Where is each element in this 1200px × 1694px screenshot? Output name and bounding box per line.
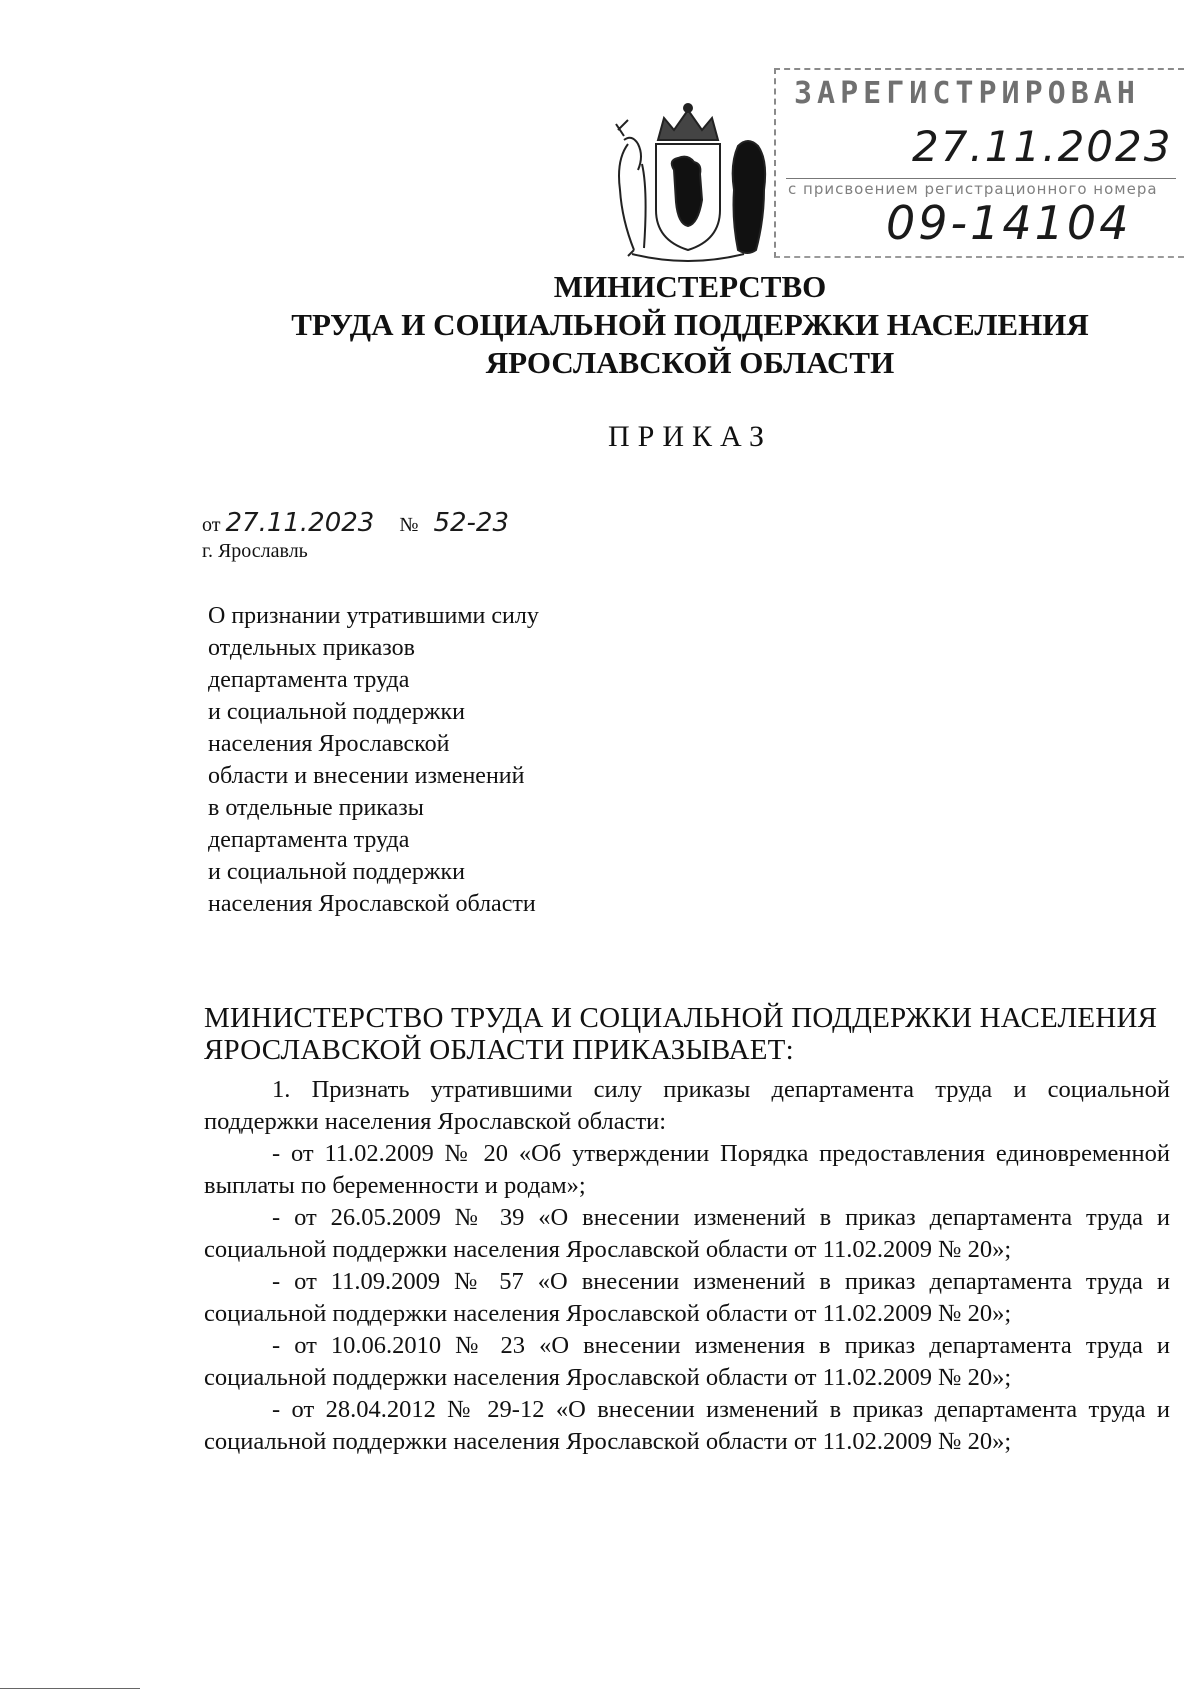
- stamp-divider: [786, 178, 1176, 179]
- issue-city: г. Ярославль: [202, 540, 308, 562]
- body-paragraph: - от 28.04.2012 № 29-12 «О внесении изменений в приказ департамента труда и социальной поддержки населения Ярославской области от 11.02.2009 № 20»;: [204, 1396, 1170, 1455]
- ministry-heading: [0, 268, 1200, 382]
- subject-line: и социальной поддержки: [208, 859, 465, 885]
- subject-line: и социальной поддержки: [208, 699, 465, 725]
- stamp-date: 27.11.2023: [912, 122, 1173, 171]
- footer-rule: [0, 1688, 140, 1689]
- stamp-title: ЗАРЕГИСТРИРОВАН: [794, 76, 1140, 111]
- order-subject: [208, 600, 668, 920]
- stamp-number: 09-14104: [886, 196, 1132, 250]
- body-paragraph: - от 11.02.2009 № 20 «Об утверждении Порядка предоставления единовременной выплаты по беременности и родам»;: [204, 1140, 1170, 1199]
- orders-heading: [204, 1002, 1164, 1066]
- document-type: [0, 420, 1200, 454]
- subject-line: департамента труда: [208, 827, 410, 853]
- stamp-caption: с присвоением регистрационного номера: [788, 180, 1158, 198]
- subject-line: департамента труда: [208, 667, 410, 693]
- body-paragraph: - от 10.06.2010 № 23 «О внесении изменения в приказ департамента труда и социальной поддержки населения Ярославской области от 11.02.2009 № 20»;: [204, 1332, 1170, 1391]
- coat-of-arms-icon: [598, 100, 778, 262]
- order-date-number: [202, 508, 509, 538]
- body-paragraph: - от 11.09.2009 № 57 «О внесении изменений в приказ департамента труда и социальной поддержки населения Ярославской области от 11.02.2009 № 20»;: [204, 1268, 1170, 1327]
- body-paragraph: - от 26.05.2009 № 39 «О внесении изменений в приказ департамента труда и социальной поддержки населения Ярославской области от 11.02.2009 № 20»;: [204, 1204, 1170, 1263]
- order-date: 27.11.2023: [225, 508, 375, 538]
- date-prefix: от: [202, 514, 221, 536]
- number-prefix: №: [399, 514, 419, 536]
- subject-line: населения Ярославской области: [208, 891, 536, 917]
- ministry-line-1: МИНИСТЕРСТВО: [553, 269, 827, 304]
- ministry-line-3: ЯРОСЛАВСКОЙ ОБЛАСТИ: [485, 345, 895, 380]
- subject-line: отдельных приказов: [208, 635, 415, 661]
- order-body: [204, 1074, 1170, 1458]
- body-paragraph: 1. Признать утратившими силу приказы департамента труда и социальной поддержки населения Ярославской области:: [204, 1076, 1170, 1135]
- document-type-label: ПРИКАЗ: [608, 420, 772, 453]
- subject-line: в отдельные приказы: [208, 795, 424, 821]
- order-number: 52-23: [433, 508, 510, 538]
- orders-heading-line-2: ЯРОСЛАВСКОЙ ОБЛАСТИ ПРИКАЗЫВАЕТ:: [204, 1034, 794, 1066]
- subject-line: О признании утратившими силу: [208, 603, 539, 629]
- subject-line: области и внесении изменений: [208, 763, 525, 789]
- orders-heading-line-1: МИНИСТЕРСТВО ТРУДА И СОЦИАЛЬНОЙ ПОДДЕРЖКИ НАСЕЛЕНИЯ: [204, 1002, 1158, 1034]
- ministry-line-2: ТРУДА И СОЦИАЛЬНОЙ ПОДДЕРЖКИ НАСЕЛЕНИЯ: [291, 307, 1089, 342]
- registration-stamp: [774, 68, 1184, 258]
- subject-line: населения Ярославской: [208, 731, 450, 757]
